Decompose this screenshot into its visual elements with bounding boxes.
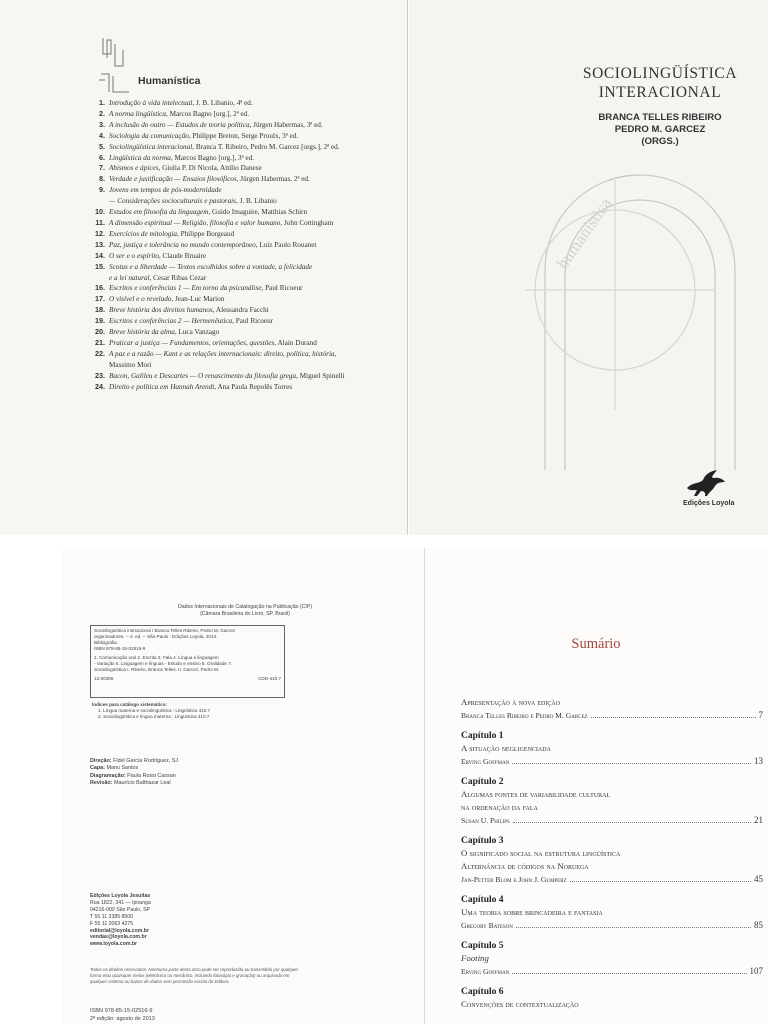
series-item-title: Paz, justiça e tolerância no mundo contemporâneo	[109, 240, 256, 249]
series-item-number: 19.	[95, 316, 105, 326]
series-item-text	[109, 251, 392, 262]
toc-entry	[461, 986, 763, 1011]
series-item-number: 5.	[99, 141, 105, 151]
series-item-number: 4.	[99, 130, 105, 140]
series-item-title: Escritos e conferências 2 — Hermenêutica	[109, 317, 233, 326]
address-line: Rua 1822, 341 — Ipiranga	[90, 899, 151, 906]
cover-watermark: humanística	[552, 194, 616, 273]
series-item-author: , Philippe Borgeaud	[177, 229, 235, 238]
toc-entry-author: Branca Telles Ribeiro e Pedro M. Garcez	[461, 711, 588, 720]
series-item-number: 11.	[95, 217, 105, 227]
series-item-author: , Claude Bruaire	[158, 251, 207, 260]
toc-chapter-label: Capítulo 2	[461, 777, 504, 787]
series-item-title: Praticar a justiça — Fundamentos, orientações, questões	[109, 338, 275, 347]
series-item-text	[109, 229, 392, 240]
toc-page-number: 13	[754, 756, 763, 766]
series-item-continuation: Massimo Mori	[109, 360, 152, 369]
series-item-title: A paz e a razão — Kant e as relações internacionais: direito, política, história	[109, 349, 335, 358]
series-item-author: , Ana Paula Repolês Torres	[214, 382, 293, 391]
series-item-number: 7.	[99, 163, 105, 173]
toc-leader-dots	[591, 717, 756, 718]
book-title	[560, 64, 760, 102]
series-item-text	[109, 338, 392, 349]
toc-entry-title: Uma teoria sobre brincadeira e fantasia	[461, 907, 603, 917]
author-1: BRANCA TELLES RIBEIRO	[598, 112, 722, 123]
series-item-text	[109, 305, 392, 316]
toc-chapter-label: Capítulo 3	[461, 836, 504, 846]
isbn: ISBN 978-85-15-02516-9	[90, 1008, 153, 1014]
credit-direction: Direção: Fidel García Rodríguez, SJ	[90, 758, 179, 764]
series-item-title: Breve história dos direitos humanos	[109, 306, 213, 315]
toc-entry-title: Footing	[461, 953, 489, 963]
toc-chapter-label: Capítulo 1	[461, 731, 504, 741]
series-item	[92, 185, 392, 207]
publisher-address	[90, 893, 290, 948]
series-item-text	[109, 163, 392, 174]
toc-entry-author: Erving Goffman	[461, 757, 510, 766]
series-item	[92, 371, 392, 382]
toc-entry	[461, 730, 763, 768]
series-item-title: Bacon, Galileu e Descartes — O renascimento da filosofia grega	[109, 371, 297, 380]
series-item-text	[109, 207, 392, 218]
cip-line: Sociolingüística I. Ribeiro, Branca Telles. II. Garcez, Pedro M.	[94, 667, 220, 672]
series-item-number: 1.	[99, 98, 105, 107]
toc-entry	[461, 835, 763, 886]
isbn-block	[90, 1008, 155, 1023]
series-item-author: , Jürgen Habermas, 3ª ed.	[249, 120, 323, 129]
series-item-number: 8.	[99, 174, 105, 184]
series-item-number: 13.	[95, 239, 105, 249]
series-item-text	[109, 109, 392, 120]
series-item-number: 2.	[99, 108, 105, 118]
series-item-title: Verdade e justificação — Ensaios filosóficos	[109, 175, 237, 184]
toc-entry-line	[461, 873, 763, 886]
series-item-title: Sociolingüística interacional	[109, 142, 193, 151]
toc-leader-dots	[512, 973, 746, 974]
series-item-author: , Branca T. Ribeiro, Pedro M. Garcez [orgs.], 2ª ed.	[192, 142, 340, 151]
toc-entry	[461, 940, 763, 978]
series-item-number: 3.	[99, 119, 105, 129]
toc-entry-line	[461, 965, 763, 978]
series-item-author: , Paul Ricoeur	[261, 284, 303, 293]
toc-entry-author: Erving Goffman	[461, 967, 510, 976]
series-item-number: 14.	[95, 250, 105, 260]
book-title-line1: SOCIOLINGÜÍSTICA	[582, 65, 738, 82]
toc-chapter-label: Capítulo 5	[461, 941, 504, 951]
credit-cover: Capa: Manu Santos	[90, 765, 139, 772]
toc-entry-author: Gregory Bateson	[461, 921, 513, 930]
toc-entry-title: na ordenação da fala	[461, 802, 538, 812]
series-item-author: ,	[334, 349, 337, 358]
series-item	[92, 142, 392, 153]
cover-art-illustration	[515, 150, 765, 470]
index-title: Índices para catálogo sistemático:	[92, 702, 168, 707]
series-item-title: Escritos e conferências 1 — Em torno da psicanálise	[109, 284, 262, 293]
series-item-author: , Alessandra Facchi	[212, 306, 269, 315]
series-item-title: A dimensão espiritual — Religião, filosofia e valor humano	[109, 218, 281, 227]
series-item	[92, 327, 392, 338]
series-item-title: Sociologia da comunicação	[109, 131, 189, 140]
credit-layout: Diagramação: Paula Rossi Cassan	[90, 772, 176, 779]
series-item-author: , Luca Vanzago	[174, 328, 220, 337]
toc-entry-title: Apresentação à nova edição	[461, 697, 561, 707]
series-item-title: O visível e o revelado	[109, 295, 172, 304]
series-item	[92, 229, 392, 240]
credits	[90, 758, 330, 787]
series-item-number: 23.	[95, 370, 105, 380]
toc-page-number: 85	[754, 920, 763, 930]
series-item	[92, 338, 392, 349]
series-item	[92, 163, 392, 174]
series-item-number: 18.	[95, 305, 105, 315]
toc-chapter-label: Capítulo 6	[461, 987, 504, 997]
toc-entry	[461, 696, 763, 722]
cip-heading-line2: (Câmara Brasileira do Livro, SP, Brasil)	[200, 611, 290, 617]
series-item	[92, 120, 392, 131]
toc-page-number: 21	[754, 815, 763, 825]
toc-entry-title: Algumas fontes de variabilidade cultural	[461, 789, 611, 799]
series-book-list	[92, 98, 392, 392]
series-item-title: A inclusão do outro — Estudos de teoria política	[109, 120, 250, 129]
book-authors	[560, 112, 760, 148]
series-item-continuation: e a lei natural, Cesar Ribas Cezar	[109, 273, 207, 282]
address-email: editorial@loyola.com.br	[90, 927, 149, 934]
series-item	[92, 153, 392, 164]
series-item-title: Direito e política em Hannah Arendt	[109, 382, 215, 391]
address-line: 04216-000 São Paulo, SP	[90, 906, 150, 913]
summary-title: Sumário	[571, 636, 621, 652]
series-item-text	[109, 120, 392, 131]
humanistica-logo-icon	[97, 36, 131, 94]
series-item-title: Breve história da alma	[109, 328, 175, 337]
series-item-title: Jovens em tempos de pós-modernidade	[109, 186, 222, 195]
toc-entry-line	[461, 755, 763, 768]
toc-entry	[461, 894, 763, 932]
toc-entry-line	[461, 709, 763, 722]
series-item	[92, 316, 392, 327]
series-item-text	[109, 349, 392, 371]
toc-entry-author: Jan-Petter Blom e John J. Gumperz	[461, 875, 567, 884]
author-2: PEDRO M. GARCEZ	[614, 124, 706, 135]
series-item	[92, 218, 392, 229]
series-item	[92, 98, 392, 109]
series-item-text	[109, 218, 392, 229]
series-item-author: , J. B. Libanio, 4ª ed.	[192, 99, 253, 107]
series-item-number: 6.	[99, 152, 105, 162]
series-item-text	[109, 382, 392, 393]
series-item	[92, 174, 392, 185]
cip-line: ISBN 978-85-15-02516-9	[94, 646, 146, 651]
toc-leader-dots	[513, 822, 751, 823]
series-item-text	[109, 131, 392, 142]
cip-codes	[94, 676, 281, 682]
book-title-line2: INTERACIONAL	[598, 84, 722, 101]
series-item-number: 24.	[95, 381, 105, 391]
cip-line: Sociolingüística interacional / Branca Telles Ribeiro, Pedro M. Garcez	[94, 628, 236, 633]
series-item	[92, 294, 392, 305]
series-item-number: 20.	[95, 327, 105, 337]
address-name: Edições Loyola Jesuítas	[90, 893, 151, 899]
series-item-author: , Jean-Luc Marion	[171, 295, 225, 304]
series-item-number: 21.	[95, 337, 105, 347]
orgs-label: (ORGS.)	[641, 136, 679, 147]
series-item-author: , Jürgen Habermas, 2ª ed.	[236, 175, 310, 184]
edition: 2ª edição: agosto de 2013	[90, 1015, 155, 1022]
series-item-number: 9.	[99, 185, 105, 195]
series-item-title: O ser e o espírito	[109, 251, 159, 260]
series-item	[92, 240, 392, 251]
cip-record	[90, 625, 285, 698]
toc-entry-title: A situação negligenciada	[461, 743, 551, 753]
series-item-number: 16.	[95, 283, 105, 293]
series-item-text	[109, 185, 392, 207]
series-item-text	[109, 316, 392, 327]
address-line: T 55 11 3385 8500	[90, 913, 134, 920]
series-item-title: Scotus e a liberdade — Textos escolhidos sobre a vontade, a felicidade	[109, 262, 313, 271]
index-item: 1. Língua materna e sociolingüística : Lingüística 410.7	[98, 708, 211, 713]
index-item: 2. Sociolingüística e língua materna : Lingüística 410.7	[98, 714, 210, 719]
cip-line: 1. Comunicação oral 2. Escrita 3. Fala 4. Língua e linguagem	[94, 655, 219, 660]
series-item-text	[109, 98, 392, 109]
series-item-text	[109, 142, 392, 153]
series-item-text	[109, 174, 392, 185]
toc-entry	[461, 776, 763, 827]
toc-entry-title: Convenções de contextualização	[461, 999, 579, 1009]
toc-entry-line	[461, 814, 763, 827]
series-item	[92, 131, 392, 142]
series-item-number: 12.	[95, 228, 105, 238]
table-of-contents	[461, 696, 763, 1019]
cip-code-left: 13-00368	[94, 676, 114, 681]
toc-page-number: 7	[758, 710, 763, 720]
series-item-author: , Philippe Breton, Serge Proulx, 3ª ed.	[188, 131, 299, 140]
toc-page-number: 45	[754, 874, 763, 884]
series-item-title: Abismos e ápices	[109, 164, 159, 173]
series-item	[92, 283, 392, 294]
cip-line: organizadores. -- 2. ed. -- São Paulo : Edições Loyola, 2013.	[94, 634, 218, 639]
series-item-text	[109, 371, 392, 382]
series-item-text	[109, 153, 392, 164]
series-item-title: Lingüística da norma	[109, 153, 171, 162]
series-item-text	[109, 240, 392, 251]
series-item-number: 15.	[95, 261, 105, 271]
cip-line: Bibliografia.	[94, 640, 119, 645]
systematic-index	[92, 702, 322, 720]
series-heading: Humanística	[138, 75, 201, 87]
toc-entry-title: O significado social na estrutura lingüística	[461, 848, 621, 858]
toc-entry-title: Alternância de códigos na Noruega	[461, 861, 589, 871]
series-item	[92, 262, 392, 284]
series-item	[92, 207, 392, 218]
series-item-author: , Luiz Paulo Rouanet	[255, 240, 317, 249]
pegasus-logo-icon	[683, 468, 727, 498]
series-item-continuation: — Considerações socioculturais e pastorais, J. B. Libanio	[109, 197, 277, 206]
series-item-title: Exercícios de mitologia	[109, 229, 177, 238]
series-item-title: Estudos em filosofia da linguagem	[109, 208, 209, 217]
series-item-number: 10.	[95, 207, 105, 217]
toc-leader-dots	[516, 927, 751, 928]
series-item-text	[109, 294, 392, 305]
address-email: vendas@loyola.com.br	[90, 934, 147, 941]
series-item-author: , John Cottingham	[280, 218, 334, 227]
toc-page-number: 107	[749, 966, 763, 976]
series-item-author: , Guido Imaguire, Matthias Schirn	[208, 208, 308, 217]
series-item-number: 17.	[95, 294, 105, 304]
series-item-number: 22.	[95, 348, 105, 358]
series-item	[92, 305, 392, 316]
series-item-author: , Paul Ricoeur	[232, 317, 274, 326]
series-item-author: , Giulia P. Di Nicola, Attilio Danese	[158, 164, 262, 173]
series-item	[92, 349, 392, 371]
credit-revision: Revisão: Maurício Balthazar Leal	[90, 779, 171, 786]
publisher-name: Edições Loyola	[683, 500, 735, 507]
series-item	[92, 251, 392, 262]
series-item-title: A norma lingüística	[109, 109, 166, 118]
toc-leader-dots	[512, 763, 751, 764]
rights-notice: Todos os direitos reservados. Nenhuma parte desta obra pode ser reproduzida ou transmitida por qualquer forma e/ou quaisquer meios (eletrônico ou mecânico, incluindo fotocópia e gravação) ou arquivada em qualquer sistema ou banco de dados sem permissão escrita da Editora.	[90, 967, 299, 984]
series-item-author: , Marcos Bagno [org.], 3ª ed.	[170, 153, 254, 162]
series-item-author: , Miguel Spinelli	[296, 371, 345, 380]
series-item	[92, 382, 392, 393]
toc-entry-line	[461, 919, 763, 932]
toc-entry-author: Susan U. Philips	[461, 816, 510, 825]
cip-heading	[95, 604, 395, 618]
series-item-text	[109, 327, 392, 338]
series-item-author: , Marcos Bagno [org.], 2ª ed.	[165, 109, 250, 118]
series-item	[92, 109, 392, 120]
cip-code-right: CDD-410.7	[258, 676, 281, 681]
cip-heading-line1: Dados Internacionais de Catalogação na Publicação (CIP)	[177, 604, 313, 610]
series-item-text	[109, 262, 392, 284]
series-item-title: Introdução à vida intelectual	[109, 99, 193, 107]
address-website: www.loyola.com.br	[90, 941, 138, 948]
series-item-text	[109, 283, 392, 294]
address-line: F 55 11 2063 4275	[90, 920, 134, 927]
cip-line: - Variação 5. Linguagem e línguas - Estudo e ensino 6. Oralidade 7.	[94, 661, 233, 666]
toc-leader-dots	[570, 881, 751, 882]
series-item-author: , Alain Durand	[274, 338, 317, 347]
toc-chapter-label: Capítulo 4	[461, 895, 504, 905]
